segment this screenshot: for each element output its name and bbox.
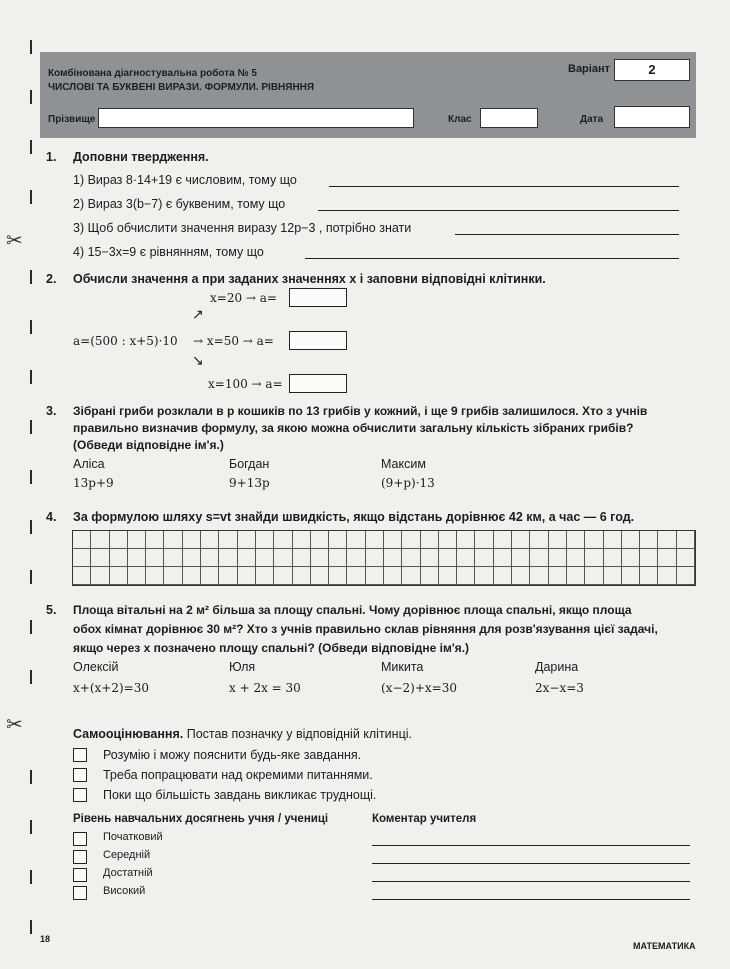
surname-field[interactable] xyxy=(98,108,414,128)
grid-cell[interactable] xyxy=(238,531,256,549)
work-topic: ЧИСЛОВІ ТА БУКВЕНІ ВИРАЗИ. ФОРМУЛИ. РІВНЯННЯ xyxy=(48,82,315,93)
grid-cell[interactable] xyxy=(457,549,475,567)
grid-cell[interactable] xyxy=(421,549,439,567)
grid-cell[interactable] xyxy=(640,549,658,567)
grid-cell[interactable] xyxy=(421,531,439,549)
level-checkbox[interactable] xyxy=(73,868,87,882)
grid-cell[interactable] xyxy=(402,567,420,585)
level-checkbox[interactable] xyxy=(73,832,87,846)
grid-cell[interactable] xyxy=(604,567,622,585)
grid-cell[interactable] xyxy=(146,549,164,567)
arrow-down-icon: ↘ xyxy=(192,352,204,368)
answer-line[interactable] xyxy=(329,186,679,187)
answer-cell-x100[interactable] xyxy=(289,374,347,393)
scissors-icon: ✂ xyxy=(6,714,23,736)
self-assessment-checkbox[interactable] xyxy=(73,748,87,762)
answer-line[interactable] xyxy=(318,210,679,211)
task5-line: якщо через x позначено площу спальні? (Обведи відповідне ім'я.) xyxy=(73,641,470,655)
grid-cell[interactable] xyxy=(677,549,695,567)
grid-cell[interactable] xyxy=(238,567,256,585)
task5-number: 5. xyxy=(46,603,57,617)
task4-number: 4. xyxy=(46,510,57,524)
grid-cell[interactable] xyxy=(311,549,329,567)
grid-cell[interactable] xyxy=(384,531,402,549)
grid-cell[interactable] xyxy=(128,567,146,585)
grid-cell[interactable] xyxy=(475,567,493,585)
grid-cell[interactable] xyxy=(366,567,384,585)
grid-cell[interactable] xyxy=(347,567,365,585)
task2-formula: a=(500 : x+5)·10 xyxy=(73,334,178,348)
grid-cell[interactable] xyxy=(311,531,329,549)
grid-cell[interactable] xyxy=(567,531,585,549)
grid-cell[interactable] xyxy=(274,567,292,585)
grid-cell[interactable] xyxy=(402,531,420,549)
equation-daryna: 2x−x=3 xyxy=(535,681,584,695)
task2-number: 2. xyxy=(46,272,57,286)
grid-cell[interactable] xyxy=(512,549,530,567)
grid-cell[interactable] xyxy=(475,549,493,567)
task4-text: За формулою шляху s=vt знайди швидкість, якщо відстань дорівнює 42 км, а час — 6 год. xyxy=(73,510,635,524)
grid-cell[interactable] xyxy=(183,567,201,585)
grid-cell[interactable] xyxy=(201,531,219,549)
grid-cell[interactable] xyxy=(622,567,640,585)
grid-cell[interactable] xyxy=(329,531,347,549)
comment-line[interactable] xyxy=(372,899,690,900)
task3-number: 3. xyxy=(46,404,57,418)
grid-cell[interactable] xyxy=(439,549,457,567)
variant-label: Варіант xyxy=(568,63,610,75)
formula-alisa: 13p+9 xyxy=(73,476,114,490)
grid-cell[interactable] xyxy=(567,549,585,567)
task5-line: Площа вітальні на 2 м² більша за площу спальні. Чому дорівнює площа спальні, якщо площа xyxy=(73,603,632,617)
grid-cell[interactable] xyxy=(402,549,420,567)
self-assessment-heading: Самооцінювання. xyxy=(73,727,184,741)
student-name-maksym[interactable]: Максим xyxy=(381,457,426,471)
grid-cell[interactable] xyxy=(604,531,622,549)
grid-cell[interactable] xyxy=(439,567,457,585)
scissors-icon: ✂ xyxy=(6,230,23,252)
task3-line: правильно визначив формулу, за якою можна обчислити загальну кількість зібраних грибів? xyxy=(73,421,634,435)
task3-line: (Обведи відповідне ім'я.) xyxy=(73,438,224,452)
grid-cell[interactable] xyxy=(293,549,311,567)
grid-cell[interactable] xyxy=(146,531,164,549)
variant-field[interactable]: 2 xyxy=(614,59,690,81)
grid-cell[interactable] xyxy=(677,531,695,549)
grid-cell[interactable] xyxy=(512,567,530,585)
grid-cell[interactable] xyxy=(585,567,603,585)
grid-cell[interactable] xyxy=(110,549,128,567)
grid-cell[interactable] xyxy=(183,549,201,567)
task2-row-100: x=100 → a= xyxy=(208,377,283,391)
grid-cell[interactable] xyxy=(183,531,201,549)
grid-cell[interactable] xyxy=(201,549,219,567)
student-name-oleksii[interactable]: Олексій xyxy=(73,660,119,674)
grid-cell[interactable] xyxy=(110,567,128,585)
grid-cell[interactable] xyxy=(238,549,256,567)
student-name-mykyta[interactable]: Микита xyxy=(381,660,424,674)
grid-cell[interactable] xyxy=(110,531,128,549)
grid-cell[interactable] xyxy=(256,531,274,549)
date-field[interactable] xyxy=(614,106,690,128)
grid-cell[interactable] xyxy=(640,531,658,549)
grid-cell[interactable] xyxy=(549,567,567,585)
page-number: 18 xyxy=(40,934,51,944)
grid-cell[interactable] xyxy=(347,531,365,549)
grid-cell[interactable] xyxy=(91,531,109,549)
student-name-alisa[interactable]: Аліса xyxy=(73,457,105,471)
grid-cell[interactable] xyxy=(219,549,237,567)
self-assessment-option: Треба попрацювати над окремими питаннями. xyxy=(103,768,373,782)
arrow-up-icon: ↗ xyxy=(192,306,204,322)
grid-cell[interactable] xyxy=(658,567,676,585)
answer-line[interactable] xyxy=(455,234,679,235)
grid-cell[interactable] xyxy=(73,567,91,585)
grid-cell[interactable] xyxy=(164,531,182,549)
grid-cell[interactable] xyxy=(274,549,292,567)
grid-cell[interactable] xyxy=(164,549,182,567)
grid-cell[interactable] xyxy=(256,549,274,567)
grid-cell[interactable] xyxy=(219,567,237,585)
task1-item: 2) Вираз 3(b−7) є буквеним, тому що xyxy=(73,197,286,211)
grid-cell[interactable] xyxy=(128,531,146,549)
grid-cell[interactable] xyxy=(530,549,548,567)
grid-cell[interactable] xyxy=(549,531,567,549)
grid-cell[interactable] xyxy=(366,549,384,567)
surname-label: Прізвище xyxy=(48,114,96,125)
grid-cell[interactable] xyxy=(293,531,311,549)
grid-cell[interactable] xyxy=(128,549,146,567)
grid-cell[interactable] xyxy=(256,567,274,585)
grid-cell[interactable] xyxy=(475,531,493,549)
grid-cell[interactable] xyxy=(530,531,548,549)
grid-cell[interactable] xyxy=(585,549,603,567)
task1-item: 4) 15−3x=9 є рівнянням, тому що xyxy=(73,245,264,259)
self-assessment-option: Розумію і можу пояснити будь-яке завдання. xyxy=(103,748,362,762)
student-name-bohdan[interactable]: Богдан xyxy=(229,457,270,471)
grid-cell[interactable] xyxy=(91,549,109,567)
date-label: Дата xyxy=(580,114,604,125)
equation-oleksii: x+(x+2)=30 xyxy=(73,681,149,695)
grid-cell[interactable] xyxy=(494,567,512,585)
class-field[interactable] xyxy=(480,108,538,128)
grid-cell[interactable] xyxy=(494,531,512,549)
answer-cell-x50[interactable] xyxy=(289,331,347,350)
task1-title: Доповни твердження. xyxy=(73,150,209,164)
grid-cell[interactable] xyxy=(201,567,219,585)
grid-cell[interactable] xyxy=(512,531,530,549)
grid-cell[interactable] xyxy=(604,549,622,567)
levels-title: Рівень навчальних досягнень учня / учениці xyxy=(73,813,329,825)
grid-cell[interactable] xyxy=(457,531,475,549)
work-title: Комбінована діагностувальна робота № 5 xyxy=(48,68,257,79)
grid-cell[interactable] xyxy=(421,567,439,585)
grid-cell[interactable] xyxy=(274,531,292,549)
grid-cell[interactable] xyxy=(585,531,603,549)
task1-item: 1) Вираз 8·14+19 є числовим, тому що xyxy=(73,173,297,187)
self-assessment-option: Поки що більшість завдань викликає труднощі. xyxy=(103,788,377,802)
grid-cell[interactable] xyxy=(366,531,384,549)
equation-mykyta: (x−2)+x=30 xyxy=(381,681,457,695)
subject-label: МАТЕМАТИКА xyxy=(633,941,696,951)
grid-cell[interactable] xyxy=(164,567,182,585)
level-checkbox[interactable] xyxy=(73,886,87,900)
grid-cell[interactable] xyxy=(530,567,548,585)
self-assessment-instruction: Постав позначку у відповідній клітинці. xyxy=(186,727,412,741)
grid-cell[interactable] xyxy=(549,549,567,567)
calculation-grid[interactable] xyxy=(72,530,696,586)
task2-row-50: → x=50 → a= xyxy=(193,334,274,348)
grid-cell[interactable] xyxy=(384,567,402,585)
grid-cell[interactable] xyxy=(567,567,585,585)
grid-cell[interactable] xyxy=(329,549,347,567)
grid-cell[interactable] xyxy=(439,531,457,549)
formula-maksym: (9+p)·13 xyxy=(381,476,435,490)
equation-yulia: x + 2x = 30 xyxy=(229,681,301,695)
grid-cell[interactable] xyxy=(347,549,365,567)
self-assessment-checkbox[interactable] xyxy=(73,768,87,782)
grid-cell[interactable] xyxy=(640,567,658,585)
grid-cell[interactable] xyxy=(658,549,676,567)
task1-number: 1. xyxy=(46,150,57,164)
grid-cell[interactable] xyxy=(73,549,91,567)
task2-title: Обчисли значення a при заданих значеннях x і заповни відповідні клітинки. xyxy=(73,272,546,286)
task5-line: обох кімнат дорівнює 30 м²? Хто з учнів правильно склав рівняння для розв'язування цієї задачі, xyxy=(73,622,658,636)
level-label: Достатній xyxy=(103,867,153,879)
header-panel xyxy=(40,52,696,138)
answer-cell-x20[interactable] xyxy=(289,288,347,307)
grid-cell[interactable] xyxy=(219,531,237,549)
comment-line[interactable] xyxy=(372,845,690,846)
teacher-comment-title: Коментар учителя xyxy=(372,813,477,825)
grid-cell[interactable] xyxy=(311,567,329,585)
student-name-daryna[interactable]: Дарина xyxy=(535,660,579,674)
self-assessment-checkbox[interactable] xyxy=(73,788,87,802)
grid-cell[interactable] xyxy=(329,567,347,585)
level-label: Середній xyxy=(103,849,151,861)
level-checkbox[interactable] xyxy=(73,850,87,864)
grid-cell[interactable] xyxy=(622,531,640,549)
grid-cell[interactable] xyxy=(622,549,640,567)
answer-line[interactable] xyxy=(305,258,679,259)
comment-line[interactable] xyxy=(372,863,690,864)
grid-cell[interactable] xyxy=(677,567,695,585)
self-assessment-title xyxy=(73,727,412,741)
grid-cell[interactable] xyxy=(91,567,109,585)
grid-cell[interactable] xyxy=(293,567,311,585)
grid-cell[interactable] xyxy=(658,531,676,549)
task2-row-20: x=20 → a= xyxy=(210,291,277,305)
grid-cell[interactable] xyxy=(457,567,475,585)
formula-bohdan: 9+13p xyxy=(229,476,270,490)
grid-cell[interactable] xyxy=(73,531,91,549)
grid-cell[interactable] xyxy=(494,549,512,567)
grid-cell[interactable] xyxy=(146,567,164,585)
level-label: Високий xyxy=(103,885,146,897)
comment-line[interactable] xyxy=(372,881,690,882)
student-name-yulia[interactable]: Юля xyxy=(229,660,256,674)
level-label: Початковий xyxy=(103,831,163,843)
class-label: Клас xyxy=(448,114,472,125)
task3-line: Зібрані гриби розклали в p кошиків по 13 грибів у кожний, і ще 9 грибів залишилося. Хто з учнів xyxy=(73,404,648,418)
grid-cell[interactable] xyxy=(384,549,402,567)
task1-item: 3) Щоб обчислити значення виразу 12p−3 , потрібно знати xyxy=(73,221,412,235)
